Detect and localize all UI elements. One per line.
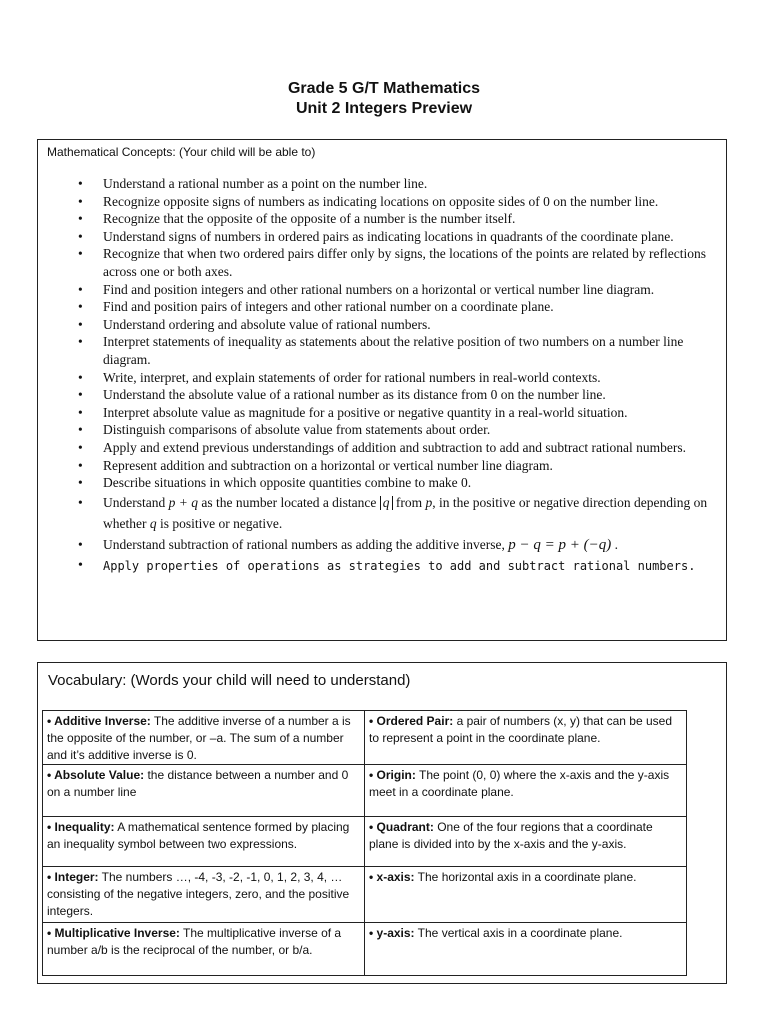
vocab-cell: • Additive Inverse: The additive inverse of a number a is the opposite of the number, or –a. The sum of a number and it’s additive inverse is 0. [43,711,365,765]
concept-item: • Interpret statements of inequality as statements about the relative position of two numbers on a number line diagram. [78,334,684,367]
vocabulary-table [42,710,687,976]
concept-item: • Find and position integers and other rational numbers on a horizontal or vertical number line diagram. [78,281,655,297]
page-subtitle: Unit 2 Integers Preview [295,100,473,117]
concept-item: • Describe situations in which opposite quantities combine to make 0. [78,475,472,491]
table-row [43,817,687,867]
vocab-cell: • Absolute Value: the distance between a number and 0 on a number line [43,765,365,817]
table-row [43,923,687,976]
concept-item: • Recognize opposite signs of numbers as indicating locations on opposite sides of 0 on the number line. [78,193,659,209]
concept-item: • Understand ordering and absolute value of rational numbers. [78,316,431,332]
vocab-cell: • Ordered Pair: a pair of numbers (x, y) that can be used to represent a point in the coordinate plane. [365,711,687,765]
concept-item: • Recognize that when two ordered pairs differ only by signs, the locations of the points are related by reflections across one or both axes. [78,246,706,279]
concept-item-subtraction: • Understand subtraction of rational numbers as adding the additive inverse, p − q = p + (−q) . [78,536,618,553]
concept-item: • Apply and extend previous understandings of addition and subtraction to add and subtract rational numbers. [78,439,686,455]
vocab-cell: • Multiplicative Inverse: The multiplicative inverse of a number a/b is the reciprocal of the number, or b/a. [43,923,365,976]
table-row [43,765,687,817]
concept-item: • Recognize that the opposite of the opposite of a number is the number itself. [78,211,516,227]
concepts-list [38,175,719,577]
concept-item: • Interpret absolute value as magnitude for a positive or negative quantity in a real-world situation. [78,404,628,420]
concept-item: • Represent addition and subtraction on a horizontal or vertical number line diagram. [78,457,553,473]
vocab-cell: • Quadrant: One of the four regions that a coordinate plane is divided into by the x-axis and the y-axis. [365,817,687,867]
concept-item-p-plus-q: • Understand p + q as the number located a distance q from p, in the positive or negative direction depending on whether q is positive or negative. [78,494,708,531]
concepts-box [37,139,727,641]
vocab-cell: • Inequality: A mathematical sentence formed by placing an inequality symbol between two expressions. [43,817,365,867]
vocabulary-heading: Vocabulary: (Words your child will need to understand) [48,672,411,689]
vocab-cell: • Integer: The numbers …, -4, -3, -2, -1, 0, 1, 2, 3, 4, … consisting of the negative integers, zero, and the positive integers. [43,867,365,923]
concept-item: • Understand the absolute value of a rational number as its distance from 0 on the number line. [78,387,606,403]
concept-item: • Understand a rational number as a point on the number line. [78,176,428,191]
concept-item: • Understand signs of numbers in ordered pairs as indicating locations in quadrants of the coordinate plane. [78,228,674,244]
concept-item: • Find and position pairs of integers and other rational number on a coordinate plane. [78,299,554,315]
concept-item: • Apply properties of operations as strategies to add and subtract rational numbers. [78,557,696,573]
page-title: Grade 5 G/T Mathematics [287,80,481,97]
table-row [43,711,687,765]
table-row [43,867,687,923]
vocabulary-box [37,662,727,984]
vocab-cell: • x-axis: The horizontal axis in a coordinate plane. [365,867,687,923]
vocab-cell: • y-axis: The vertical axis in a coordinate plane. [365,923,687,976]
concepts-heading: Mathematical Concepts: (Your child will be able to) [47,145,316,159]
concept-item: • Distinguish comparisons of absolute value from statements about order. [78,422,491,438]
vocab-cell: • Origin: The point (0, 0) where the x-axis and the y-axis meet in a coordinate plane. [365,765,687,817]
formula: p − q = p + (−q) [508,536,612,553]
concept-item: • Write, interpret, and explain statements of order for rational numbers in real-world contexts. [78,369,601,385]
